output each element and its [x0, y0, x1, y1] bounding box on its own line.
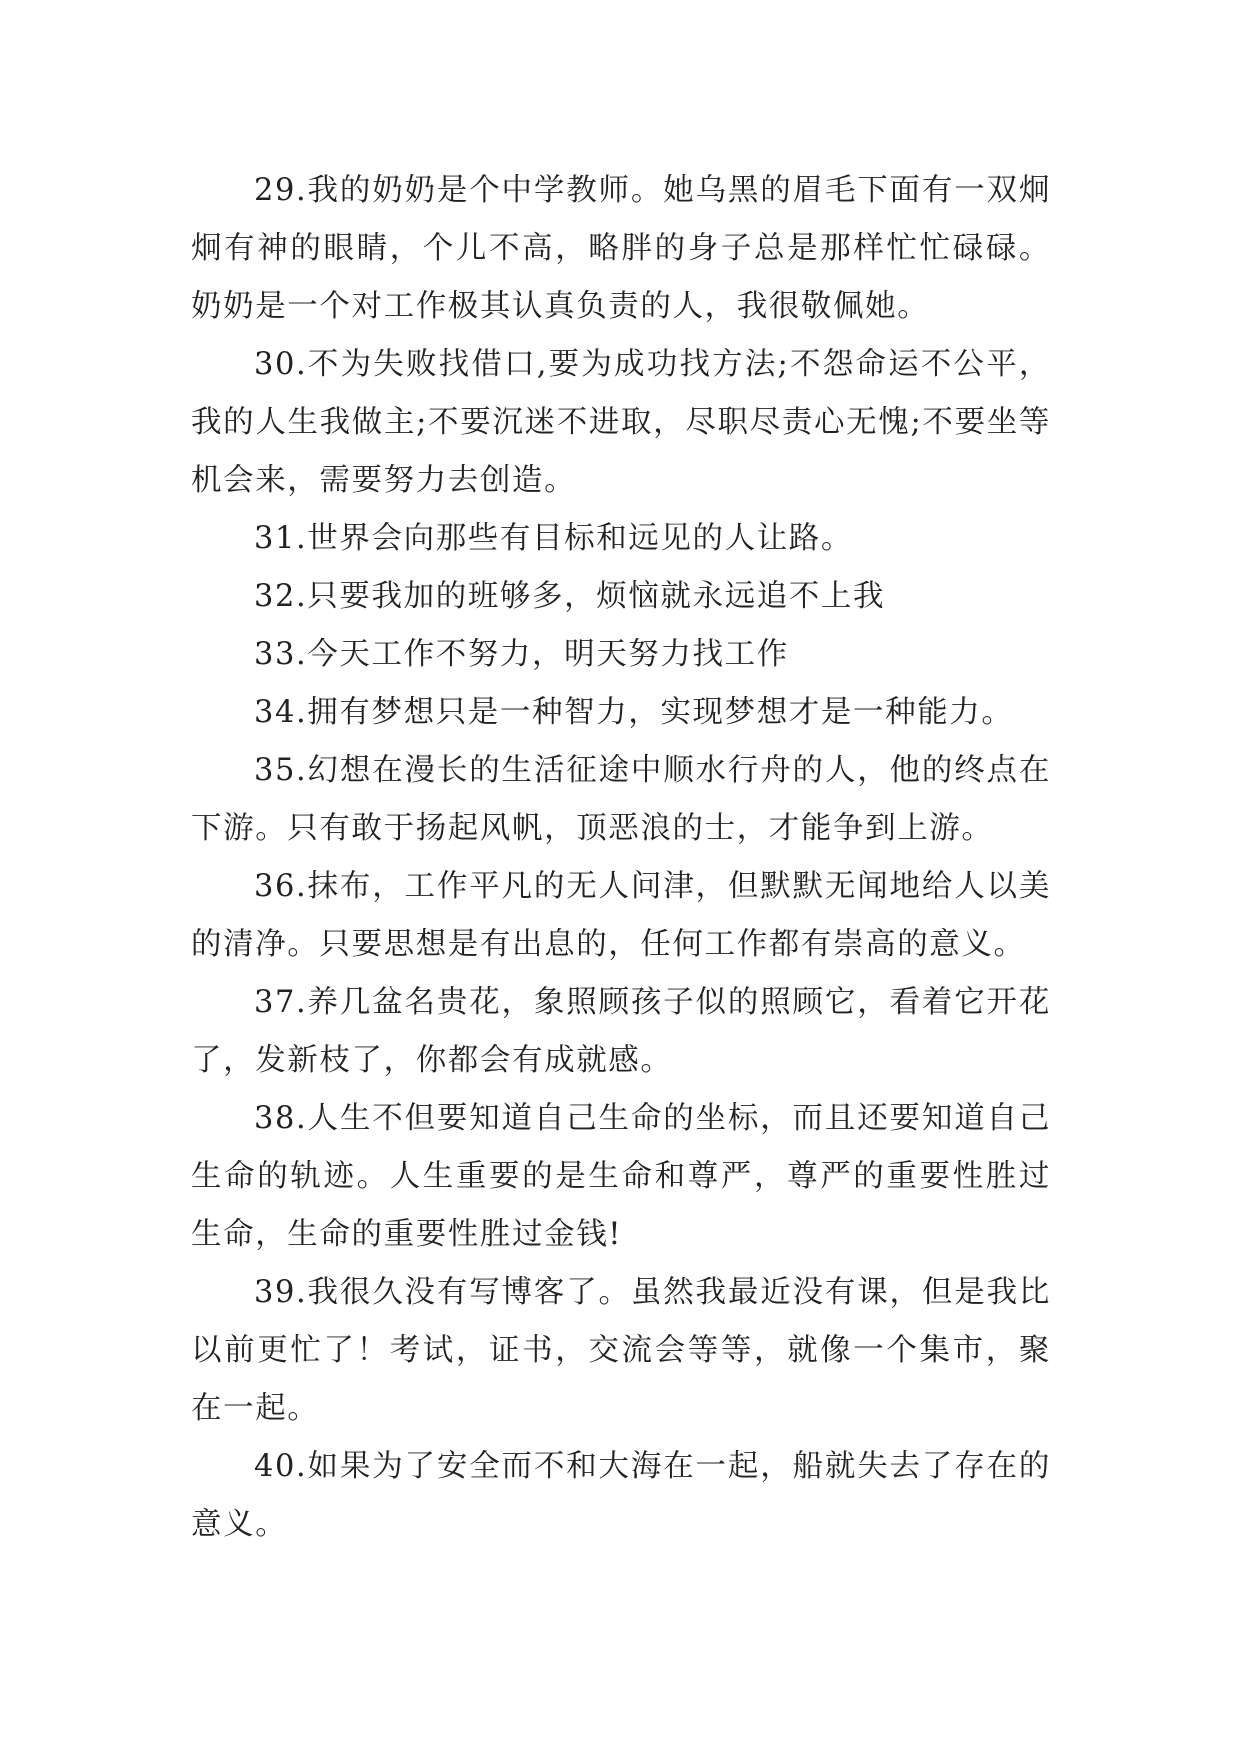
- paragraph-38: 38.人生不但要知道自己生命的坐标，而且还要知道自己生命的轨迹。人生重要的是生命和尊严，尊严的重要性胜过生命，生命的重要性胜过金钱!: [191, 1101, 1051, 1252]
- paragraph-33: 33.今天工作不努力，明天努力找工作: [254, 637, 789, 672]
- paragraph-40: 40.如果为了安全而不和大海在一起，船就失去了存在的意义。: [191, 1449, 1051, 1542]
- paragraph-29: 29.我的奶奶是个中学教师。她乌黑的眉毛下面有一双炯炯有神的眼睛，个儿不高，略胖的身子总是那样忙忙碌碌。奶奶是一个对工作极其认真负责的人，我很敬佩她。: [191, 173, 1051, 324]
- paragraph-34: 34.拥有梦想只是一种智力，实现梦想才是一种能力。: [254, 695, 1014, 730]
- paragraph-37: 37.养几盆名贵花，象照顾孩子似的照顾它，看着它开花了，发新枝了，你都会有成就感。: [191, 985, 1051, 1078]
- document-body: [191, 162, 1051, 1554]
- paragraph-35: 35.幻想在漫长的生活征途中顺水行舟的人，他的终点在下游。只有敢于扬起风帆，顶恶浪的士，才能争到上游。: [191, 753, 1051, 846]
- paragraph-36: 36.抹布，工作平凡的无人问津，但默默无闻地给人以美的清净。只要思想是有出息的，任何工作都有崇高的意义。: [191, 869, 1051, 962]
- paragraph-30: 30.不为失败找借口,要为成功找方法;不怨命运不公平，我的人生我做主;不要沉迷不进取，尽职尽责心无愧;不要坐等机会来，需要努力去创造。: [191, 347, 1051, 498]
- paragraph-31: 31.世界会向那些有目标和远见的人让路。: [254, 521, 854, 556]
- paragraph-39: 39.我很久没有写博客了。虽然我最近没有课，但是我比以前更忙了！考试，证书，交流会等等，就像一个集市，聚在一起。: [191, 1275, 1051, 1426]
- paragraph-32: 32.只要我加的班够多，烦恼就永远追不上我: [254, 579, 886, 614]
